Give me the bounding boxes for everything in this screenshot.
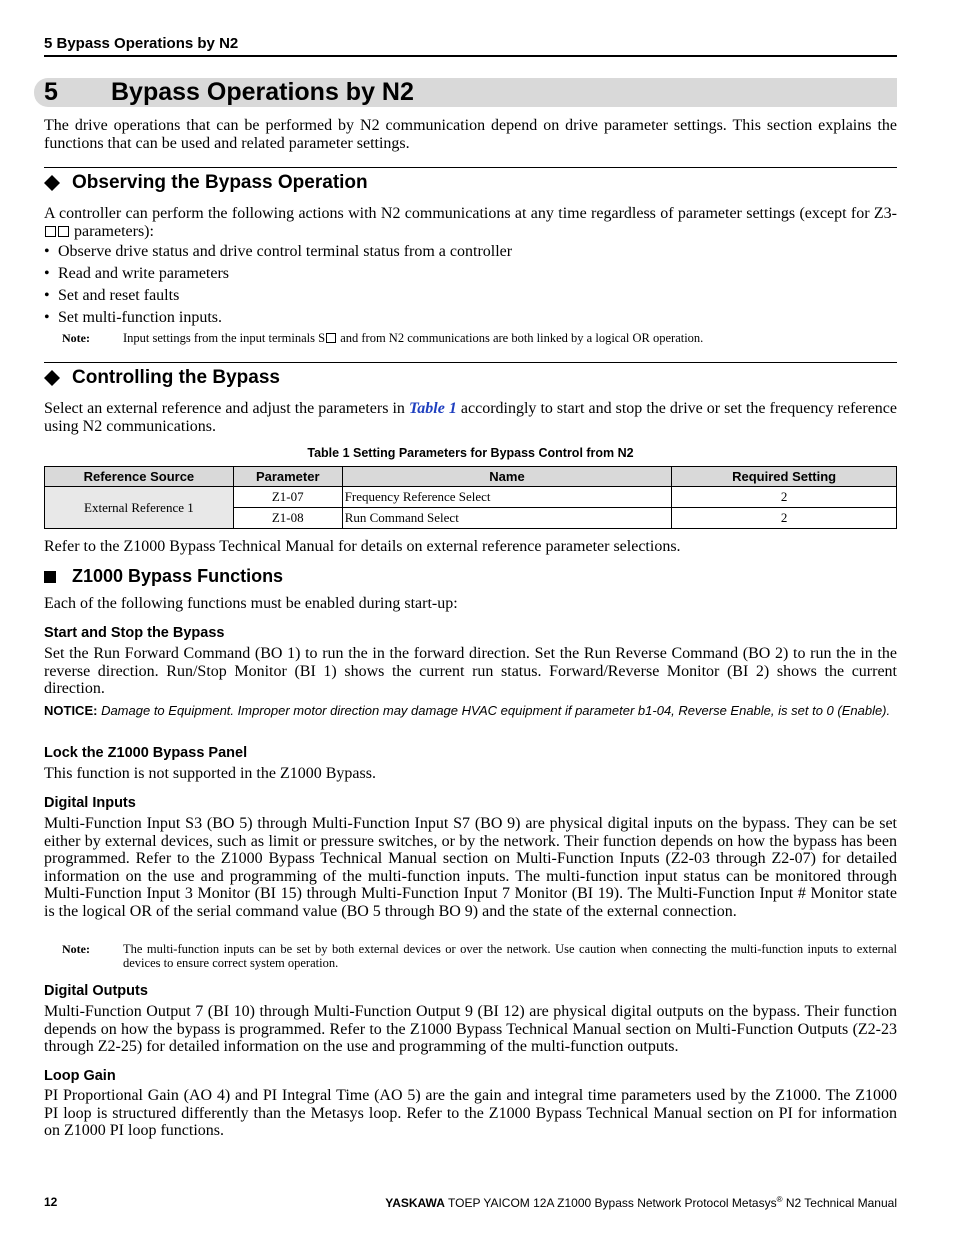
refer-paragraph: Refer to the Z1000 Bypass Technical Manual for details on external reference parameter selections. [44, 538, 681, 555]
column-header: Reference Source [45, 467, 234, 487]
parameter-table [44, 466, 897, 529]
table-cell-name: Frequency Reference Select [342, 487, 672, 508]
placeholder-box-icon [326, 333, 336, 343]
square-bullet-icon [44, 571, 56, 583]
heading-lock-panel: Lock the Z1000 Bypass Panel [44, 745, 248, 761]
notice-label: NOTICE: [44, 703, 98, 718]
heading-digital-outputs: Digital Outputs [44, 983, 148, 999]
header-rule [44, 55, 897, 57]
observing-text-before: A controller can perform the following actions with N2 communications at any time regardless of parameter settings (except for Z3- [44, 205, 897, 222]
note-text: Input settings from the input terminals S and from N2 communications are both linked by a logical OR operation. [123, 331, 704, 345]
table-row [45, 487, 897, 508]
functions-intro: Each of the following functions must be enabled during start-up: [44, 595, 458, 612]
running-head: 5 Bypass Operations by N2 [44, 35, 239, 52]
controlling-paragraph: Select an external reference and adjust the parameters in Table 1 accordingly to start and stop the drive or set the frequency reference using N2 communications. [44, 400, 898, 435]
page-number: 12 [44, 1195, 58, 1209]
list-item: • Set multi-function inputs. [44, 309, 222, 326]
table-cell-parameter: Z1-08 [233, 508, 342, 529]
placeholder-box-icon [45, 226, 56, 237]
subsection-title-functions: Z1000 Bypass Functions [72, 566, 284, 586]
table-caption: Table 1 Setting Parameters for Bypass Control from N2 [307, 446, 634, 460]
chapter-title: Bypass Operations by N2 [111, 78, 414, 106]
placeholder-box-icon [58, 226, 69, 237]
bullet-dot-icon: • [44, 265, 50, 282]
column-header: Parameter [233, 467, 342, 487]
bullet-dot-icon: • [44, 309, 50, 326]
heading-digital-inputs: Digital Inputs [44, 795, 136, 811]
bullet-dot-icon: • [44, 243, 50, 260]
table-1-link[interactable]: Table 1 [408, 400, 457, 417]
footer-brand: YASKAWA [385, 1196, 445, 1210]
digital-outputs-paragraph: Multi-Function Output 7 (BI 10) through Multi-Function Output 9 (BI 12) are physical digital outputs on the bypass. Their function depends on how the bypass is programmed. Refer to the Z1000 Bypass Technical Manual section on Multi-Function Outputs (Z2-23 through Z2-25) for detailed information on the use and programming of the multi-function outputs. [44, 1003, 897, 1055]
intro-paragraph: The drive operations that can be performed by N2 communication depend on drive parameter settings. This section explains the functions that can be used and related parameter settings. [44, 117, 897, 152]
start-stop-paragraph: Set the Run Forward Command (BO 1) to run the in the forward direction. Set the Run Reverse Command (BO 2) to run the in the reverse direction. Run/Stop Monitor (BI 1) shows the current run status. Forward/Reverse Monitor (BI 2) shows the current direction. [44, 645, 897, 697]
column-header: Required Setting [672, 467, 897, 487]
chapter-number: 5 [44, 78, 58, 106]
notice-text: NOTICE: Damage to Equipment. Improper motor direction may damage HVAC equipment if parameter b1-04, Reverse Enable, is set to 0 (Enable). [44, 703, 891, 718]
section-title-observing: Observing the Bypass Operation [72, 172, 368, 193]
list-item: • Read and write parameters [44, 265, 230, 282]
table-cell-setting: 2 [672, 487, 897, 508]
diamond-bullet-icon [44, 370, 60, 386]
table-cell-name: Run Command Select [342, 508, 672, 529]
table-cell-parameter: Z1-07 [233, 487, 342, 508]
digital-inputs-paragraph: Multi-Function Input S3 (BO 5) through Multi-Function Input S7 (BO 9) are physical digital inputs on the bypass. They can be set either by external devices, such as limit or pressure switches, or by the network. Their function depends on how the bypass has been programmed. Refer to the Z1000 Bypass Technical Manual section on Multi-Function Inputs (Z2-03 through Z2-07) for detailed information on the use and programming of the multi-function inputs. The multi-function input status can be monitored through Multi-Function Input 3 Monitor (BI 15) through Multi-Function Input 7 Monitor (BI 19). The Multi-Function Input # Monitor state is the logical OR of the serial command value (BO 5 through BO 9) and the state of the external connection. [44, 815, 897, 920]
list-item: • Set and reset faults [44, 287, 180, 304]
column-header: Name [342, 467, 672, 487]
loop-gain-paragraph: PI Proportional Gain (AO 4) and PI Integral Time (AO 5) are the gain and integral time parameters used by the Z1000. The Z1000 PI loop is structured differently than the Metasys loop. Refer to the Z1000 Bypass Technical Manual section on PI for information on Z1000 PI loop functions. [44, 1087, 897, 1139]
table-header-row [45, 467, 897, 487]
diamond-bullet-icon [44, 175, 60, 191]
observing-paragraph [44, 205, 897, 240]
table-cell-setting: 2 [672, 508, 897, 529]
bullet-dot-icon: • [44, 287, 50, 304]
observing-text-after: parameters): [70, 222, 154, 240]
note-label: Note: [62, 942, 90, 956]
list-item: • Observe drive status and drive control terminal status from a controller [44, 243, 513, 260]
heading-loop-gain: Loop Gain [44, 1068, 116, 1084]
note-text: The multi-function inputs can be set by both external devices or over the network. Use caution when connecting the multi-function inputs to external devices to ensure correct system operation. [123, 942, 897, 970]
heading-start-stop: Start and Stop the Bypass [44, 625, 225, 641]
lock-paragraph: This function is not supported in the Z1000 Bypass. [44, 765, 376, 782]
section-title-controlling: Controlling the Bypass [72, 367, 280, 388]
section-rule [44, 167, 897, 168]
table-cell-reference-source: External Reference 1 [45, 487, 234, 529]
footer-document-title: YASKAWA TOEP YAICOM 12A Z1000 Bypass Network Protocol Metasys® N2 Technical Manual [385, 1195, 897, 1210]
section-rule [44, 362, 897, 363]
note-label: Note: [62, 331, 90, 345]
